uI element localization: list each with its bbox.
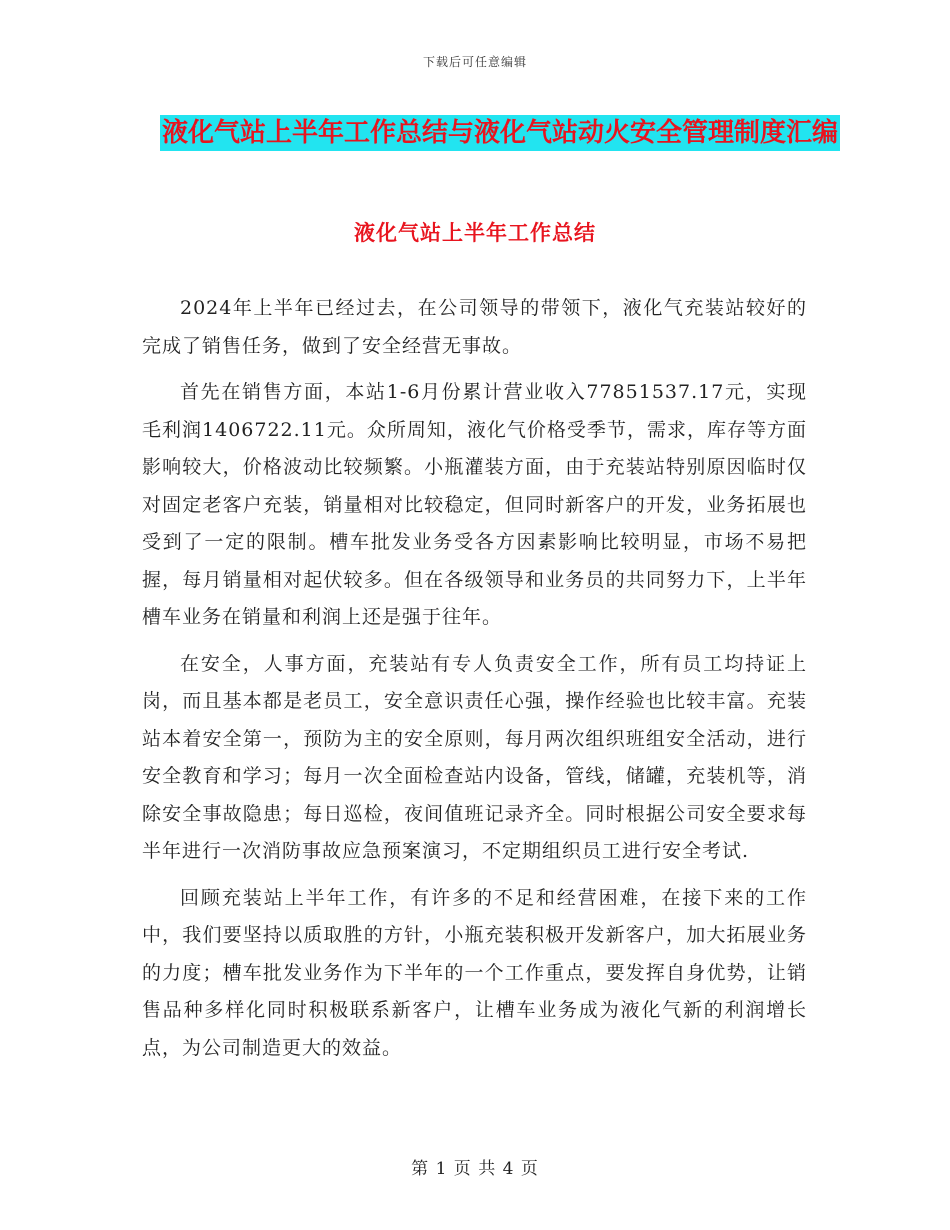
paragraph-intro: 2024年上半年已经过去，在公司领导的带领下，液化气充装站较好的完成了销售任务，做到了安全经营无事故。 <box>142 297 807 357</box>
paragraph-review: 回顾充装站上半年工作，有许多的不足和经营困难，在接下来的工作中，我们要坚持以质取胜的方针，小瓶充装积极开发新客户，加大拓展业务的力度；槽车批发业务作为下半年的一个工作重点，要发挥自身优势，让销售品种多样化同时积极联系新客户，让槽车业务成为液化气新的利润增长点，为公司制造更大的效益。 <box>142 886 807 1059</box>
header-note: 下载后可任意编辑 <box>422 55 527 69</box>
document-title <box>150 106 850 160</box>
section-title: 液化气站上半年工作总结 <box>354 220 596 245</box>
page-footer: 第 1 页 共 4 页 <box>411 1159 539 1179</box>
paragraph-safety: 在安全，人事方面，充装站有专人负责安全工作，所有员工均持证上岗，而且基本都是老员工，安全意识责任心强，操作经验也比较丰富。充装站本着安全第一，预防为主的安全原则，每月两次组织班组安全活动，进行安全教育和学习；每月一次全面检查站内设备，管线，储罐，充装机等，消除安全事故隐患；每日巡检，夜间值班记录齐全。同时根据公司安全要求每半年进行一次消防事故应急预案演习，不定期组织员工进行安全考试. <box>142 652 807 862</box>
paragraph-sales: 首先在销售方面，本站1-6月份累计营业收入77851537.17元，实现毛利润1406722.11元。众所周知，液化气价格受季节，需求，库存等方面影响较大，价格波动比较频繁。小瓶灌装方面，由于充装站特别原因临时仅对固定老客户充装，销量相对比较稳定，但同时新客户的开发，业务拓展也受到了一定的限制。槽车批发业务受各方因素影响比较明显，市场不易把握，每月销量相对起伏较多。但在各级领导和业务员的共同努力下，上半年槽车业务在销量和利润上还是强于往年。 <box>142 381 807 628</box>
document-body <box>142 290 807 1076</box>
document-title-highlight: 液化气站上半年工作总结与液化气站动火安全管理制度汇编 <box>160 115 840 151</box>
